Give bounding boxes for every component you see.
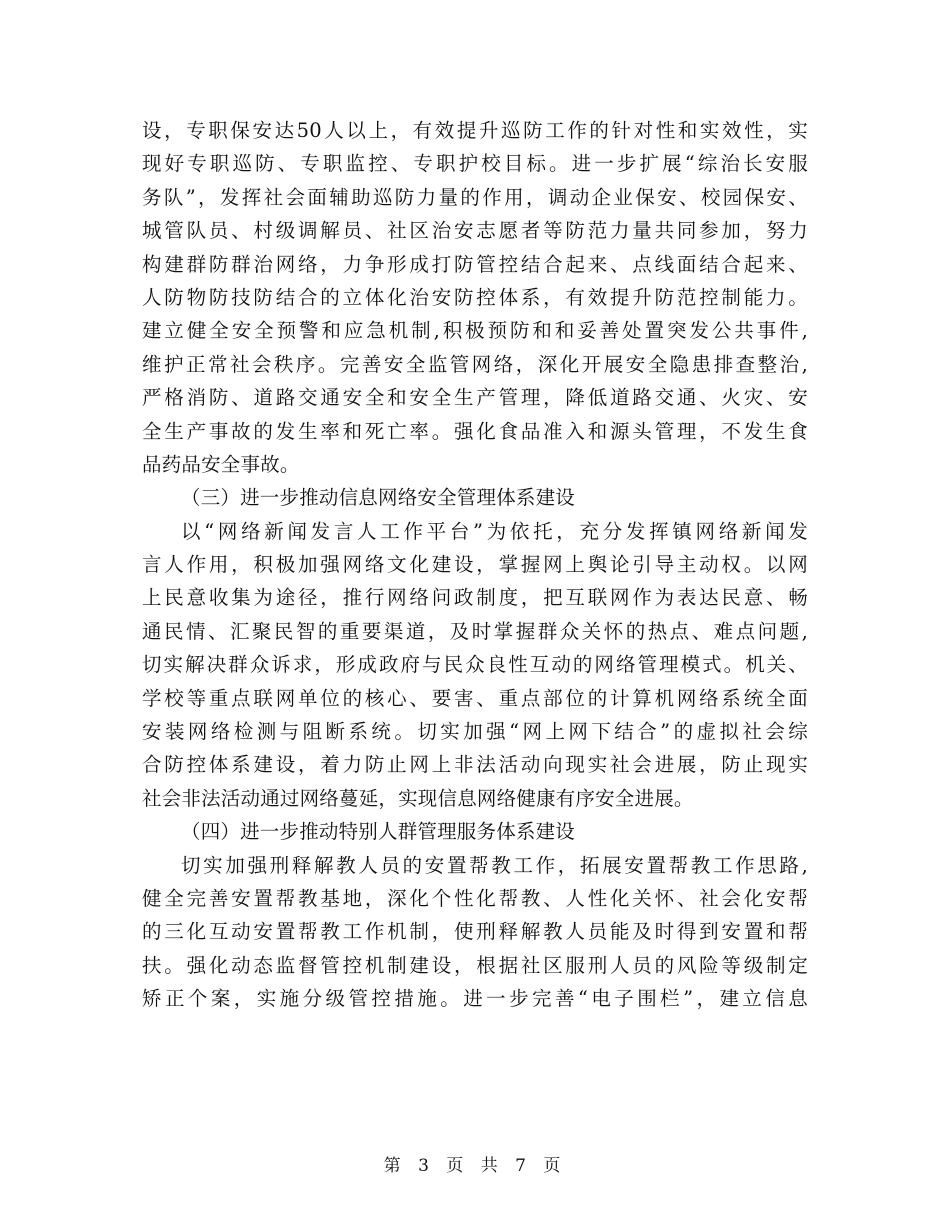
- text-line: 以“网络新闻发言人工作平台”为依托，充分发挥镇网络新闻发: [181, 519, 808, 543]
- section-heading-4: （四）进一步推动特别人群管理服务体系建设: [181, 820, 576, 844]
- text-line: 社会非法活动通过网络蔓延，实现信息网络健康有序安全进展。: [142, 786, 694, 810]
- text-line: 言人作用，积极加强网络文化建设，掌握网上舆论引导主动权。以网: [142, 553, 808, 577]
- text-line: 人防物防技防结合的立体化治安防控体系，有效提升防范控制能力。: [142, 285, 808, 309]
- text-line: 城管队员、村级调解员、社区治安志愿者等防范力量共同参加，努力: [142, 219, 808, 243]
- text-line: 现好专职巡防、专职监控、专职护校目标。进一步扩展“综治长安服: [142, 152, 808, 176]
- text-line: 矫正个案，实施分级管控措施。进一步完善“电子围栏”，建立信息: [142, 987, 808, 1011]
- text-line: 务队”，发挥社会面辅助巡防力量的作用，调动企业保安、校园保安、: [142, 185, 808, 209]
- text-line: 切实加强刑释解教人员的安置帮教工作，拓展安置帮教工作思路,: [181, 853, 808, 877]
- text-line: 安装网络检测与阻断系统。切实加强“网上网下结合”的虚拟社会综: [142, 720, 808, 744]
- text-line: 构建群防群治网络，力争形成打防管控结合起来、点线面结合起来、: [142, 252, 808, 276]
- text-line: 的三化互动安置帮教工作机制，使刑释解教人员能及时得到安置和帮: [142, 920, 808, 944]
- text-line: 维护正常社会秩序。完善安全监管网络，深化开展安全隐患排查整治,: [142, 352, 808, 376]
- text-line: 上民意收集为途径，推行网络问政制度，把互联网作为表达民意、畅: [142, 586, 808, 610]
- section-heading-3: （三）进一步推动信息网络安全管理体系建设: [181, 486, 576, 510]
- text-line: 设，专职保安达50人以上，有效提升巡防工作的针对性和实效性，实: [142, 119, 808, 142]
- text-line: 合防控体系建设，着力防止网上非法活动向现实社会进展，防止现实: [142, 753, 808, 777]
- page-number-footer: 第 3 页 共 7 页: [383, 1156, 567, 1176]
- text-line: 切实解决群众诉求，形成政府与民众良性互动的网络管理模式。机关、: [142, 653, 808, 677]
- text-line: 通民情、汇聚民智的重要渠道，及时掌握群众关怀的热点、难点问题,: [142, 619, 808, 643]
- text-line: 品药品安全事故。: [142, 452, 300, 476]
- text-line: 建立健全安全预警和应急机制,积极预防和和妥善处置突发公共事件,: [142, 319, 808, 343]
- text-line: 全生产事故的发生率和死亡率。强化食品准入和源头管理，不发生食: [142, 419, 808, 443]
- text-line: 学校等重点联网单位的核心、要害、重点部位的计算机网络系统全面: [142, 686, 808, 710]
- text-line: 严格消防、道路交通安全和安全生产管理，降低道路交通、火灾、安: [142, 386, 808, 410]
- text-line: 扶。强化动态监督管控机制建设，根据社区服刑人员的风险等级制定: [142, 953, 808, 977]
- text-line: 健全完善安置帮教基地，深化个性化帮教、人性化关怀、社会化安帮: [142, 886, 808, 910]
- document-body: [142, 114, 808, 1016]
